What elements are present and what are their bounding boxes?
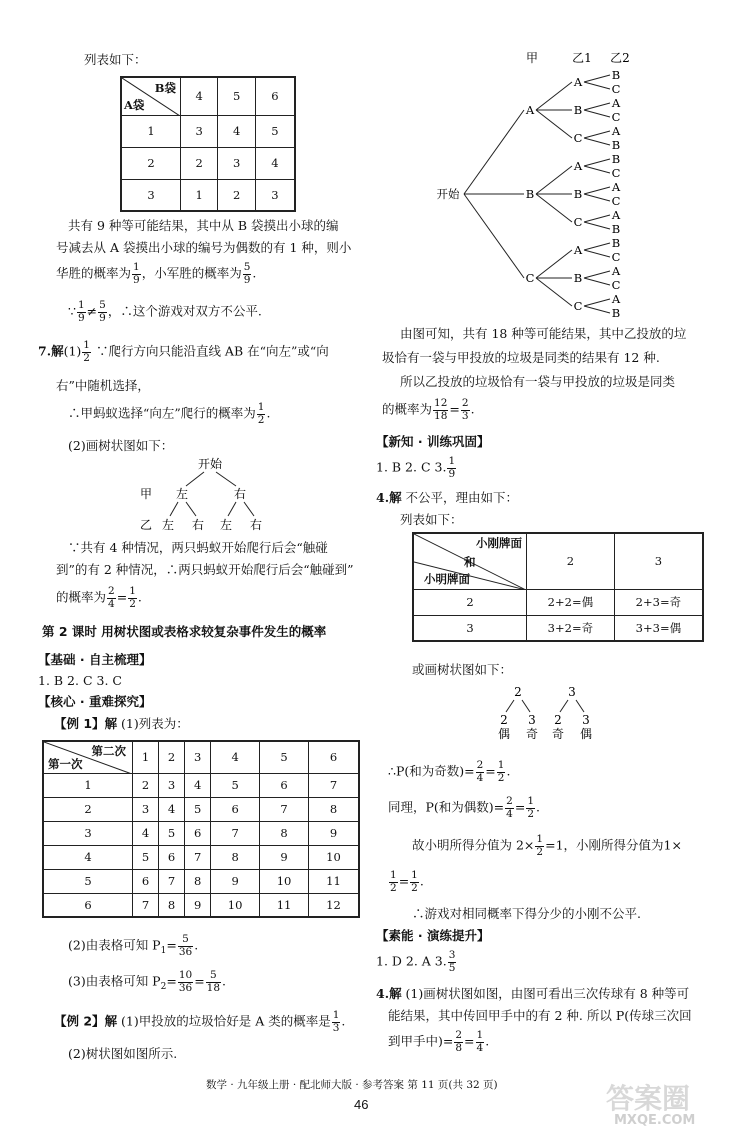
page-number: 46: [354, 1097, 369, 1112]
tree-branch: [464, 110, 524, 194]
tree-branch: [584, 159, 610, 166]
tree-branch: [584, 299, 610, 306]
text-line: ∴游戏对相同概率下得分少的小刚不公平.: [412, 906, 641, 921]
list-intro: 列表如下：: [84, 52, 147, 67]
text-line: 所以乙投放的垃圾恰有一袋与甲投放的垃圾是同类: [400, 374, 676, 389]
tree-branch: [464, 194, 524, 278]
tree-node: C: [611, 110, 621, 124]
corner-top: 小刚牌面: [476, 536, 522, 550]
tree-node: C: [611, 194, 621, 208]
tree-branch: [584, 187, 610, 194]
table-row: 2 3 4 5 6 7 8: [43, 797, 359, 821]
text-line: 能结果，其中传回甲手中的有 2 种. 所以 P(传球三次回: [388, 1008, 692, 1023]
tree-node: C: [573, 215, 583, 229]
tree-node: C: [611, 166, 621, 180]
header-cell: 5: [218, 77, 255, 115]
tree-node: B: [611, 222, 621, 236]
table-row: 5 6 7 8 9 10 11: [43, 869, 359, 893]
tree-branch: [536, 250, 572, 278]
tree-node: B: [611, 152, 621, 166]
tree-node: B: [611, 68, 621, 82]
tree-node: 右: [233, 487, 247, 501]
tree-node: 3: [528, 713, 536, 727]
tree-node: B: [525, 187, 535, 201]
tree-node: 3: [568, 685, 576, 699]
table-row: 1 2 3 4 5 6 7: [43, 773, 359, 797]
tree-branch: [536, 110, 572, 138]
corner-top: B袋: [154, 81, 176, 95]
table-row: [121, 147, 295, 179]
bag-table-corner: [121, 77, 181, 115]
tree-label: 偶: [497, 727, 511, 741]
table-row: [121, 115, 295, 147]
fraction: $\frac{5}{9}$: [243, 261, 251, 286]
cell: 3: [218, 147, 255, 179]
tree-branch: [584, 82, 610, 89]
tree-label-yi: 乙: [139, 518, 153, 532]
example-2: 【例 2】解 (1)甲投放的垃圾恰好是 A 类的概率是 $\frac{1}{3}$ .: [54, 1009, 346, 1034]
question-4: 4.解 不公平，理由如下：: [376, 490, 519, 505]
dice-table: [42, 740, 360, 918]
text-line: ∵ $\frac{1}{9}$ ≠ $\frac{5}{9}$ ，∴这个游戏对双方不公平.: [68, 299, 262, 324]
text-line: ∵共有 4 种情况，两只蚂蚁开始爬行后会“触碰: [68, 540, 328, 555]
tree-node: C: [611, 278, 621, 292]
header-cell: 1: [133, 741, 159, 773]
tree-root: 开始: [436, 187, 460, 201]
tree-node: A: [573, 159, 583, 173]
answers-line: 1. D 2. A 3. $\frac{3}{5}$: [376, 949, 456, 974]
fraction: $\frac{10}{36}$: [178, 969, 193, 994]
section-heading: 【基础 · 自主梳理】: [38, 652, 152, 667]
tree-header-yi2: 乙2: [610, 51, 630, 65]
tree-branch: [584, 243, 610, 250]
garbage-tree-diagram: [432, 48, 712, 324]
fraction: $\frac{1}{2}$: [83, 339, 90, 364]
tree-branch: [584, 250, 610, 257]
text-line: 列表如下：: [400, 512, 463, 527]
tree-node: A: [573, 243, 583, 257]
text-line: 到甲手中)= $\frac{2}{8}$ = $\frac{1}{4}$ .: [388, 1029, 490, 1054]
tree-node: C: [611, 250, 621, 264]
tree-header-yi1: 乙1: [572, 51, 592, 65]
lesson-title: 第 2 课时 用树状图或表格求较复杂事件发生的概率: [42, 624, 327, 639]
tree-branch: [584, 131, 610, 138]
header-cell: 6: [255, 77, 295, 115]
text-line: 同理，P(和为偶数)= $\frac{2}{4}$ = $\frac{1}{2}$ .: [388, 795, 540, 820]
tree-node: B: [573, 103, 583, 117]
text-line: 或画树状图如下：: [412, 662, 513, 677]
tree-node: 2: [514, 685, 522, 699]
tree-branch: [536, 194, 572, 222]
cell: 1: [181, 179, 218, 211]
tree-node: 2: [500, 713, 508, 727]
table-row: [121, 179, 295, 211]
corner-bottom: 小明牌面: [424, 571, 470, 586]
watermark-url: MXQE.COM: [614, 1113, 696, 1128]
text-line: 由图可知，共有 18 种等可能结果，其中乙投放的垃: [400, 326, 687, 341]
question-4b: 4.解 (1)画树状图如图，由图可看出三次传球有 8 种等可: [376, 986, 690, 1001]
text-line: 圾恰有一袋与甲投放的垃圾是同类的结果有 12 种.: [382, 350, 660, 365]
tree-branch: [536, 166, 572, 194]
header-cell: 5: [260, 741, 309, 773]
table-row: 6 7 8 9 10 11 12: [43, 893, 359, 917]
fraction: $\frac{2}{4}$: [476, 759, 484, 784]
tree-node: C: [573, 299, 583, 313]
fraction: $\frac{5}{9}$: [99, 299, 106, 324]
text-line: 右”中随机选择，: [56, 378, 150, 393]
tree-node: 左: [161, 518, 175, 532]
ant-tree-diagram: [106, 456, 286, 536]
tree-branch: [584, 194, 610, 201]
tree-node: 左: [175, 487, 189, 501]
tree-node: B: [611, 236, 621, 250]
bag-table: [120, 76, 296, 212]
text-line: 的概率为 $\frac{12}{18}$ = $\frac{2}{3}$ .: [382, 397, 475, 422]
fraction: $\frac{5}{18}$: [206, 969, 221, 994]
dice-table-corner: [43, 741, 133, 773]
watermark-logo: 答案圈: [606, 1082, 691, 1115]
tree-node: 2: [554, 713, 562, 727]
tree-node: B: [573, 271, 583, 285]
fraction: $\frac{1}{2}$: [527, 795, 534, 820]
tree-node: A: [611, 124, 621, 138]
text-line: 华胜的概率为 $\frac{1}{9}$ ，小军胜的概率为 $\frac{5}{9}$ .: [56, 261, 257, 286]
header-cell: 6: [308, 741, 359, 773]
section-heading: 【新知 · 训练巩固】: [376, 434, 490, 449]
cell: 3: [255, 179, 295, 211]
tree-node: 右: [249, 518, 263, 532]
fraction: $\frac{3}{5}$: [448, 949, 456, 974]
header-cell: 3: [614, 533, 703, 589]
table-row: 3 3+2=奇 3+3=偶: [413, 615, 703, 641]
tree-branch: [584, 215, 610, 222]
tree-node: B: [573, 187, 583, 201]
corner-mid: 和: [464, 555, 476, 569]
table-row: 3 4 5 6 7 8 9: [43, 821, 359, 845]
tree-label-jia: 甲: [139, 487, 153, 501]
fraction: $\frac{1}{2}$: [411, 869, 418, 894]
corner-top: 第二次: [91, 744, 126, 758]
fraction: $\frac{1}{2}$: [497, 759, 505, 784]
cell: 2: [218, 179, 255, 211]
text-line: 的概率为 $\frac{2}{4}$ = $\frac{1}{2}$ .: [56, 585, 142, 610]
cell: 4: [218, 115, 255, 147]
tree-node: 右: [191, 518, 205, 532]
fraction: $\frac{1}{2}$: [257, 401, 265, 426]
cell: 4: [255, 147, 295, 179]
fraction: $\frac{1}{2}$: [536, 833, 544, 858]
row-header: 1: [121, 115, 181, 147]
text-line: ∴甲蚂蚁选择“向左”爬行的概率为 $\frac{1}{2}$ .: [68, 401, 271, 426]
fraction: $\frac{2}{8}$: [455, 1029, 463, 1054]
answers-line: 1. B 2. C 3. C: [38, 673, 122, 688]
cell: 2: [181, 147, 218, 179]
header-cell: 2: [527, 533, 615, 589]
fraction: $\frac{5}{36}$: [178, 933, 193, 958]
tree-branch: [536, 82, 572, 110]
tree-node: C: [525, 271, 535, 285]
header-cell: 2: [159, 741, 185, 773]
tree-node: A: [573, 75, 583, 89]
tree-branch: [584, 306, 610, 313]
tree-node: B: [611, 138, 621, 152]
example-1: 【例 1】解 (1)列表为：: [54, 716, 189, 731]
tree-branch: [584, 271, 610, 278]
fraction: $\frac{1}{2}$: [390, 869, 397, 894]
text-line: (3)由表格可知 $P_2=$ $\frac{10}{36}$ = $\frac{5}{18}$ .: [68, 969, 227, 994]
tree-node: C: [611, 82, 621, 96]
cell: 3: [181, 115, 218, 147]
footer-info: 数学 · 九年级上册 · 配北师大版 · 参考答案 第 11 页(共 32 页): [206, 1079, 498, 1091]
fraction: $\frac{1}{9}$: [77, 299, 85, 324]
tree-branch: [584, 222, 610, 229]
tree-root: 开始: [197, 457, 223, 471]
question-7: 7.解(1) $\frac{1}{2}$ ∵爬行方向只能沿直线 AB 在“向左”或“向: [38, 339, 329, 364]
tree-node: A: [611, 292, 621, 306]
tree-node: A: [611, 208, 621, 222]
text-line: (2)由表格可知 $P_1=$ $\frac{5}{36}$ .: [68, 933, 199, 958]
tree-branch: [584, 75, 610, 82]
fraction: $\frac{1}{2}$: [129, 585, 136, 610]
text-line: (2)树状图如图所示.: [68, 1046, 178, 1061]
tree-node: B: [611, 306, 621, 320]
tree-node: A: [611, 264, 621, 278]
tree-label: 奇: [551, 727, 565, 741]
row-header: 3: [121, 179, 181, 211]
text-line: ∴P(和为奇数)= $\frac{2}{4}$ = $\frac{1}{2}$ .: [388, 759, 511, 784]
corner-bottom: A袋: [124, 97, 145, 112]
cell: 5: [255, 115, 295, 147]
tree-branch: [584, 110, 610, 117]
tree-label: 偶: [579, 727, 593, 741]
fraction: $\frac{1}{3}$: [332, 1009, 340, 1034]
fraction: $\frac{1}{9}$: [448, 455, 456, 480]
header-cell: 4: [211, 741, 260, 773]
fraction: $\frac{1}{9}$: [133, 261, 140, 286]
text-line: $\frac{1}{2}$ = $\frac{1}{2}$ .: [390, 869, 424, 894]
tree-node: C: [573, 131, 583, 145]
tree-branch: [584, 103, 610, 110]
answers-line: 1. B 2. C 3. $\frac{1}{9}$: [376, 455, 456, 480]
text-line: 共有 9 种等可能结果，其中从 B 袋摸出小球的编: [68, 218, 339, 233]
card-table-corner: [413, 533, 527, 589]
header-cell: 4: [181, 77, 218, 115]
tree-header-jia: 甲: [525, 51, 539, 65]
tree-label: 奇: [525, 727, 539, 741]
tree-branch: [584, 138, 610, 145]
fraction: $\frac{2}{3}$: [461, 397, 469, 422]
tree-branch: [584, 166, 610, 173]
tree-node: A: [611, 96, 621, 110]
header-cell: 3: [185, 741, 211, 773]
fraction: $\frac{2}{4}$: [506, 795, 513, 820]
row-header: 2: [121, 147, 181, 179]
text-line: (2)画树状图如下：: [68, 438, 174, 453]
fraction: $\frac{12}{18}$: [434, 397, 448, 422]
table-row: 2 2+2=偶 2+3=奇: [413, 589, 703, 615]
table-row: 4 5 6 7 8 9 10: [43, 845, 359, 869]
card-table: [412, 532, 704, 642]
text-line: 到”的有 2 种情况，∴两只蚂蚁开始爬行后会“触碰到”: [56, 562, 354, 577]
tree-branch: [584, 278, 610, 285]
tree-node: 3: [582, 713, 590, 727]
tree-node: 左: [219, 518, 233, 532]
tree-branch: [536, 278, 572, 306]
fraction: $\frac{1}{4}$: [476, 1029, 484, 1054]
text-line: 故小明所得分值为 2× $\frac{1}{2}$ =1，小刚所得分值为1×: [412, 833, 682, 858]
text-line: 号减去从 A 袋摸出小球的编号为偶数的有 1 种，则小: [56, 240, 352, 255]
tree-node: A: [525, 103, 535, 117]
section-heading: 【核心 · 重难探究】: [38, 694, 152, 709]
tree-node: A: [611, 180, 621, 194]
section-heading: 【素能 · 演练提升】: [376, 928, 490, 943]
card-tree-diagram: [492, 684, 602, 744]
fraction: $\frac{2}{4}$: [108, 585, 115, 610]
corner-bottom: 第一次: [48, 756, 83, 771]
